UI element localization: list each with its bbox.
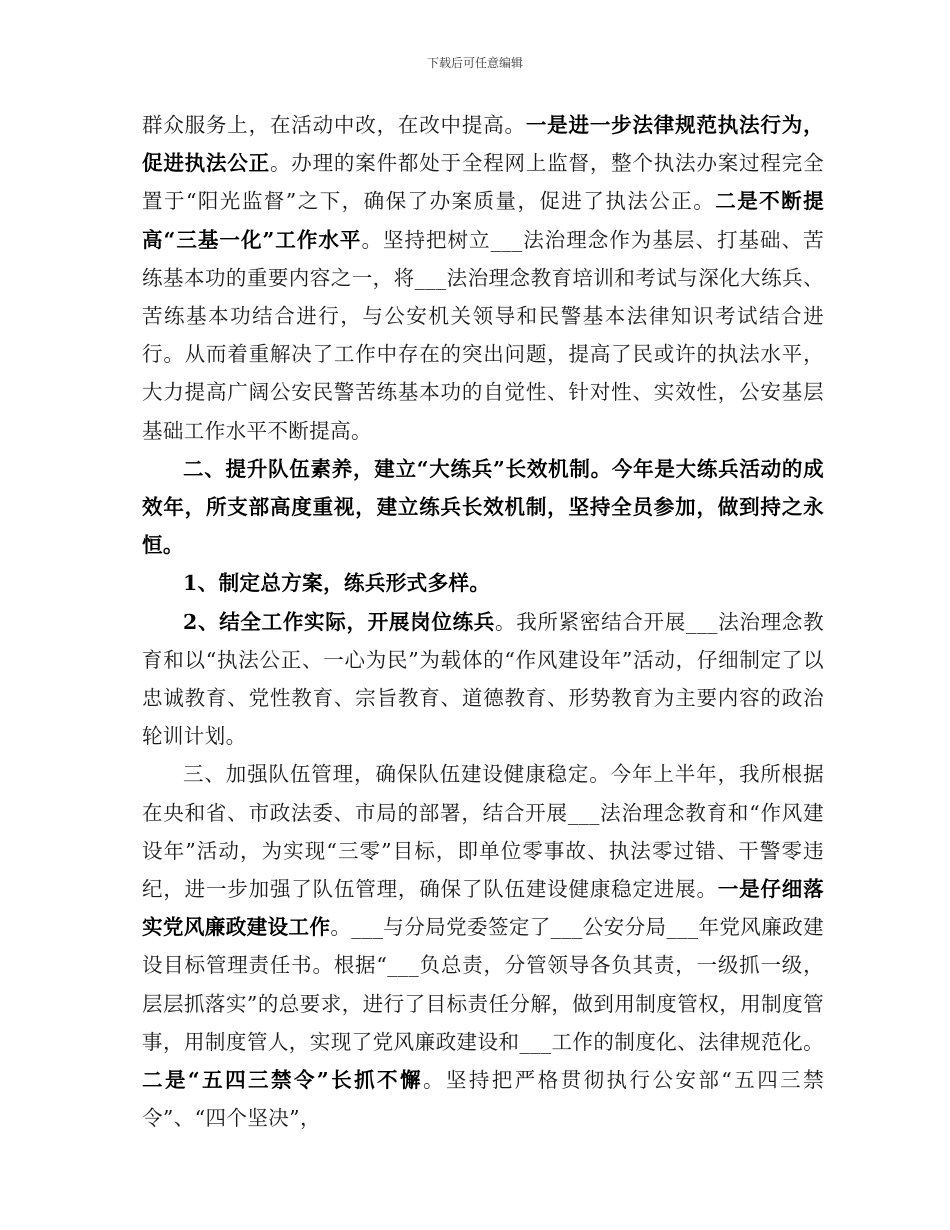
text-run: 。___与分局党委签定了___公安分局___年党风廉政建设目标管理责任书。根据“___负总责，分管领导各负其责，一级抓一级，层层抓落实”的总要求，进行了目标责任分解，做到用制度管权，用制度管事，用制度管人，实现了党风廉政建设和___工作的制度化、法律规范化。: [142, 915, 824, 1054]
bold-heading: 一是仔细落实党风廉政建设工作: [142, 877, 824, 940]
bold-heading: 二是不断提高“三基一化”工作水平: [142, 189, 825, 252]
text-run: 。坚持把严格贯彻执行公安部“五四三禁令”、“四个坚决”，: [142, 1068, 824, 1131]
text-run: 。我所紧密结合开展___法治理念教育和以“执法公正、一心为民”为载体的“作风建设年”活动，仔细制定了以忠诚教育、党性教育、宗旨教育、道德教育、形势教育为主要内容的政治轮训计划。: [142, 609, 824, 749]
section-heading-text: 二、提升队伍素养，建立“大练兵”长效机制。今年是大练兵活动的成效年，所支部高度重视，建立练兵长效机制，坚持全员参加，做到持之永恒。: [142, 456, 824, 558]
text-run: 三、加强队伍管理，确保队伍建设健康稳定。今年上半年，我所根据在央和省、市政法委、市局的部署，结合开展___法治理念教育和“作风建设年”活动，为实现“三零”目标，即单位零事故、执法零过错、干警零违纪，进一步加强了队伍管理，确保了队伍建设健康稳定进展。: [142, 762, 824, 902]
section-heading: [142, 450, 824, 565]
paragraph: [142, 603, 824, 756]
bold-heading: 二是“五四三禁令”长抓不懈: [142, 1068, 423, 1093]
bold-heading: 一是进一步法律规范执法行为，促进执法公正: [142, 113, 824, 176]
bold-heading: 2、结全工作实际，开展岗位练兵: [183, 609, 496, 634]
paragraph: [142, 106, 824, 450]
subsection-heading: [142, 564, 824, 602]
text-run: 。坚持把树立___法治理念作为基层、打基础、苦练基本功的重要内容之一，将___法治理念教育培训和考试与深化大练兵、苦练基本功结合进行，与公安机关领导和民警基本法律知识考试结合进行。从而着重解决了工作中存在的突出问题，提高了民或许的执法水平，大力提高广阔公安民警苦练基本功的自觉性、针对性、实效性，公安基层基础工作水平不断提高。: [142, 227, 825, 443]
text-run: 。办理的案件都处于全程网上监督，整个执法办案过程完全置于“阳光监督”之下，确保了办案质量，促进了执法公正。: [142, 151, 824, 214]
text-run: 群众服务上，在活动中改，在改中提高。: [142, 113, 526, 137]
paragraph: [142, 755, 824, 1137]
page-header: 下载后可任意编辑: [426, 56, 523, 70]
document-body: [142, 106, 824, 1137]
subsection-heading-text: 1、制定总方案，练兵形式多样。: [183, 571, 491, 596]
